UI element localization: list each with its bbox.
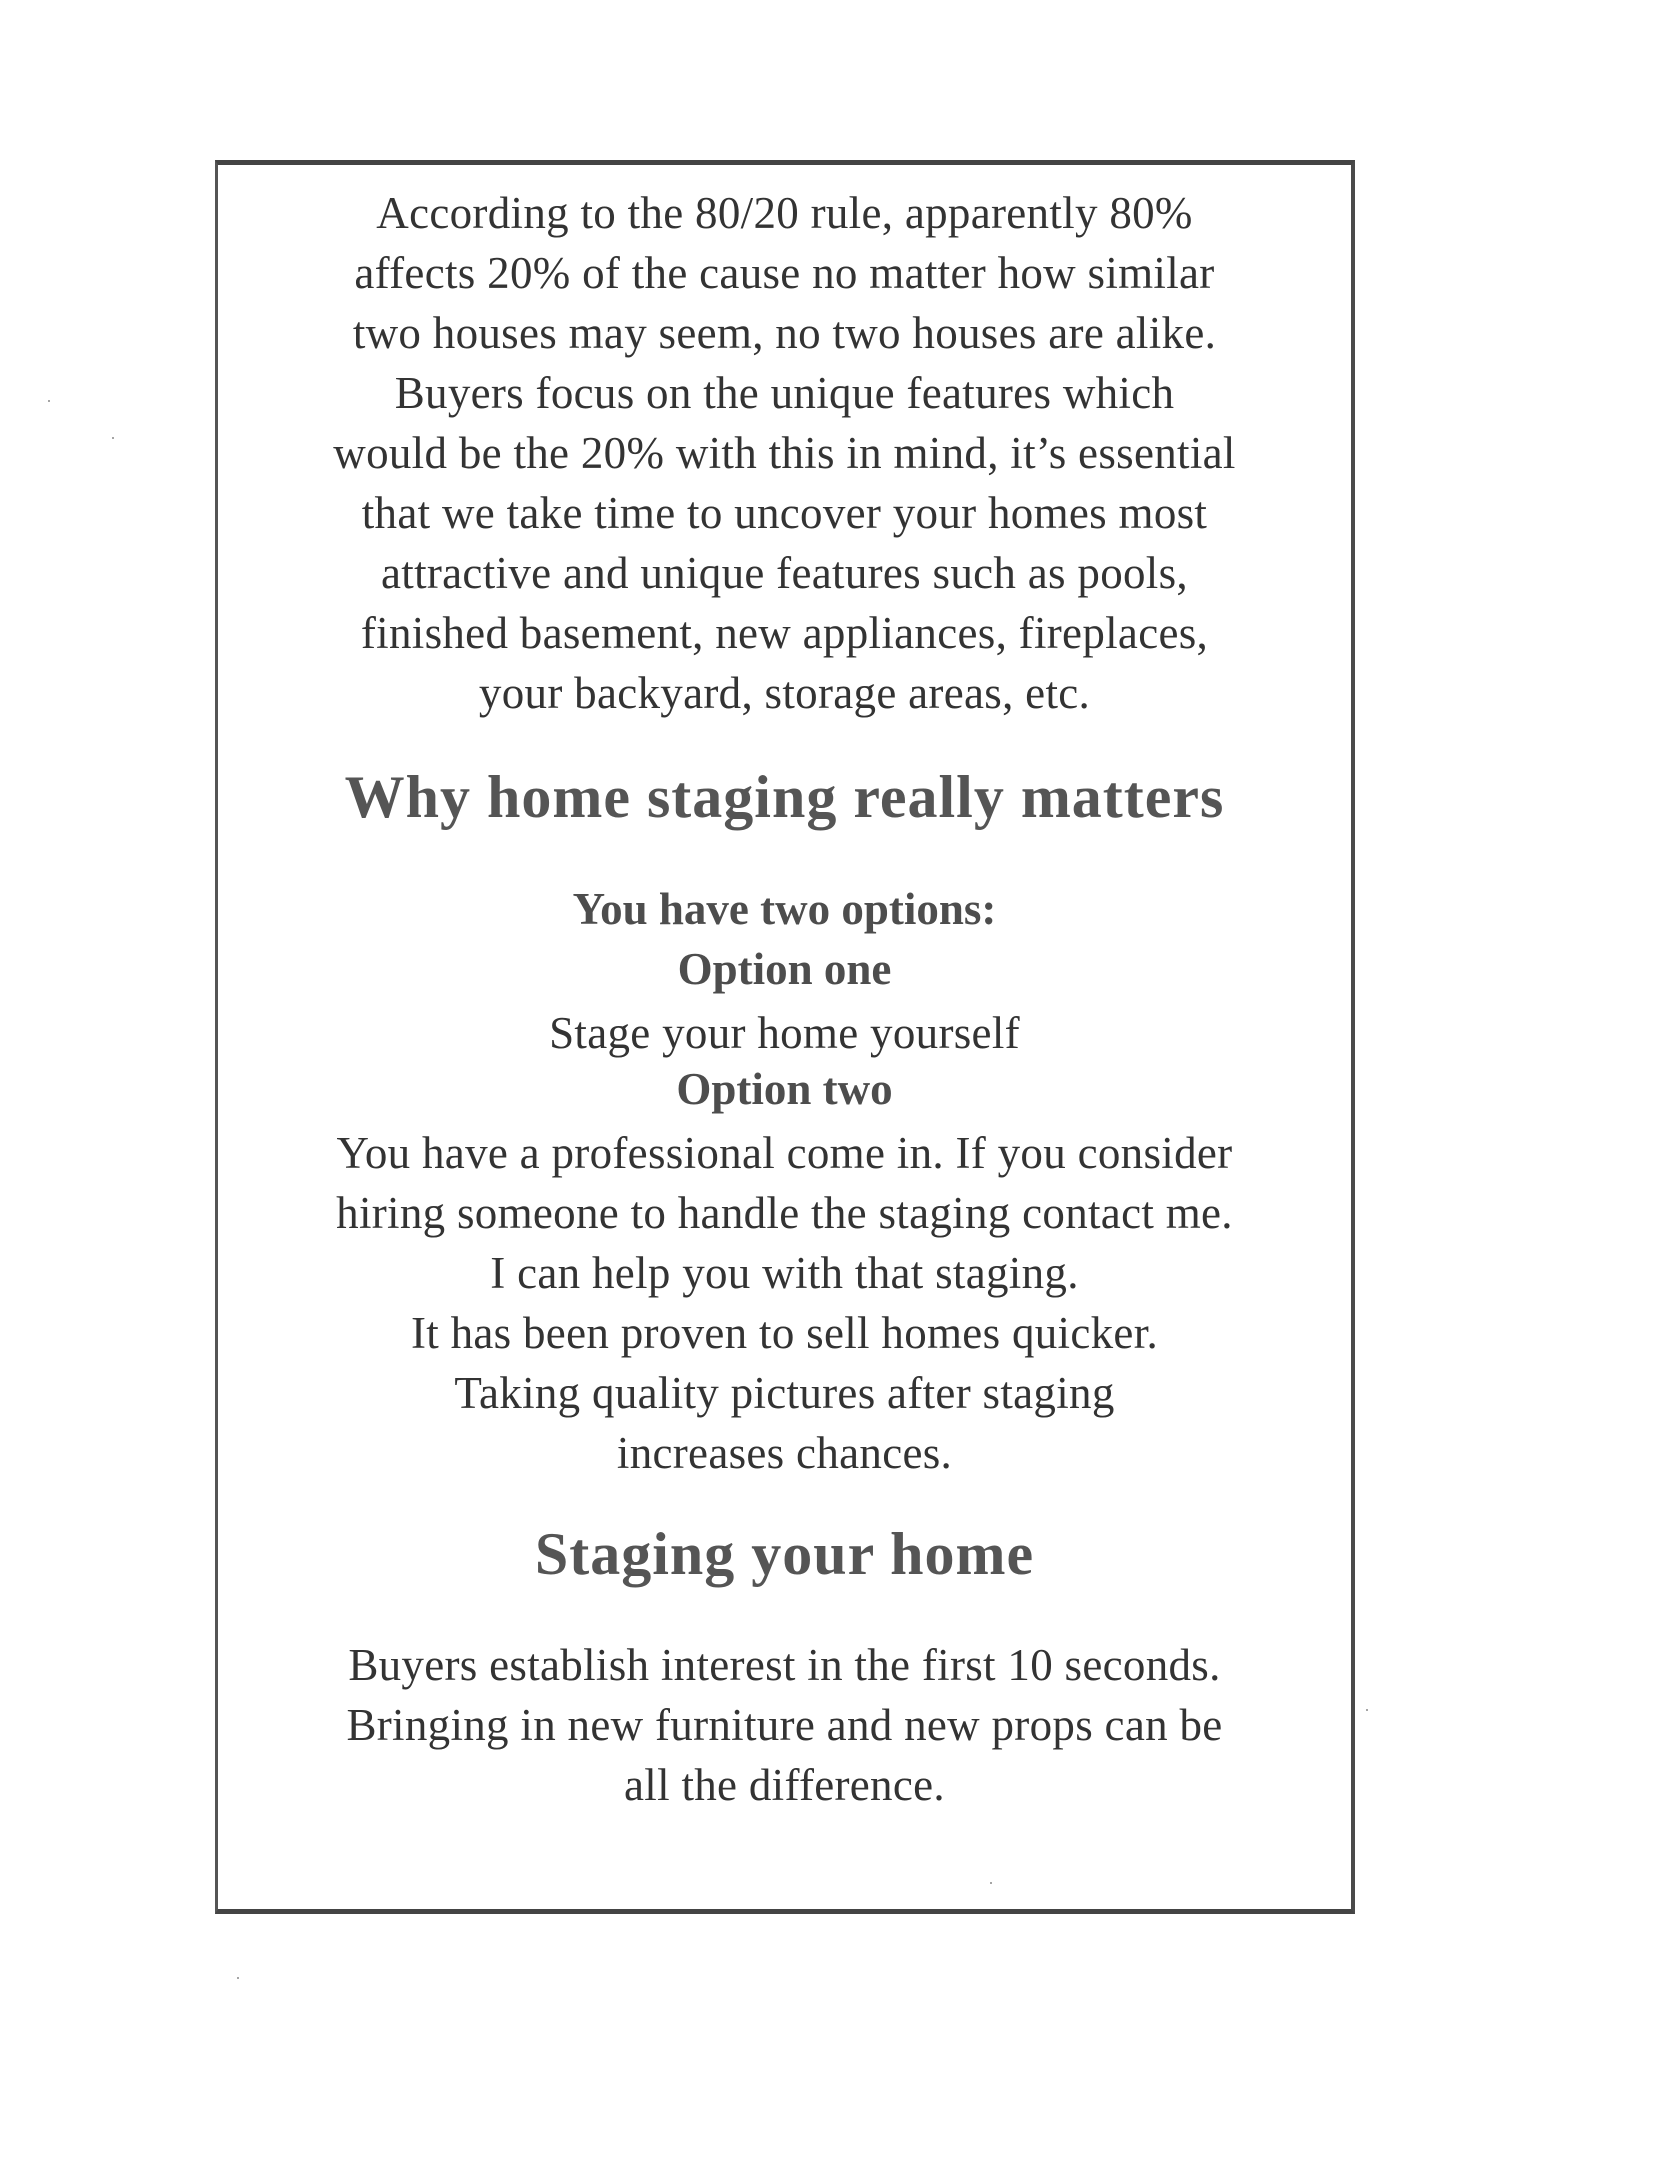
option-two-line: hiring someone to handle the staging contact me. — [336, 1188, 1233, 1238]
option-one-text: Stage your home yourself — [549, 1008, 1020, 1058]
section-heading-why-staging: Why home staging really matters — [344, 764, 1225, 830]
scan-speck — [990, 1882, 992, 1884]
option-two-line: It has been proven to sell homes quicker. — [410, 1308, 1159, 1358]
option-two-line: I can help you with that staging. — [490, 1248, 1079, 1298]
intro-line: attractive and unique features such as pools, — [381, 548, 1188, 598]
staging-line: Buyers establish interest in the first 10 seconds. — [348, 1640, 1221, 1690]
scan-speck — [237, 1977, 239, 1979]
intro-line: finished basement, new appliances, fireplaces, — [360, 608, 1209, 658]
intro-line: Buyers focus on the unique features which — [394, 368, 1175, 418]
intro-line: your backyard, storage areas, etc. — [478, 668, 1091, 718]
scan-speck — [48, 400, 50, 402]
option-two-line: increases chances. — [616, 1428, 953, 1478]
intro-line: would be the 20% with this in mind, it’s essential — [333, 428, 1236, 478]
staging-line: all the difference. — [624, 1760, 945, 1810]
bordered-text-box — [215, 160, 1355, 1914]
intro-line: affects 20% of the cause no matter how similar — [354, 248, 1215, 298]
section-heading-staging-your-home: Staging your home — [534, 1521, 1035, 1587]
scan-speck — [1366, 1709, 1368, 1711]
option-two-label: Option two — [676, 1064, 893, 1114]
intro-line: two houses may seem, no two houses are alike. — [352, 308, 1217, 358]
option-two-line: You have a professional come in. If you consider — [336, 1128, 1233, 1178]
option-two-line: Taking quality pictures after staging — [454, 1368, 1115, 1418]
option-one-label: Option one — [677, 944, 892, 994]
options-intro: You have two options: — [572, 884, 997, 934]
scan-speck — [112, 437, 114, 439]
intro-line: that we take time to uncover your homes most — [361, 488, 1208, 538]
intro-line: According to the 80/20 rule, apparently 80% — [376, 188, 1193, 238]
staging-line: Bringing in new furniture and new props can be — [346, 1700, 1223, 1750]
